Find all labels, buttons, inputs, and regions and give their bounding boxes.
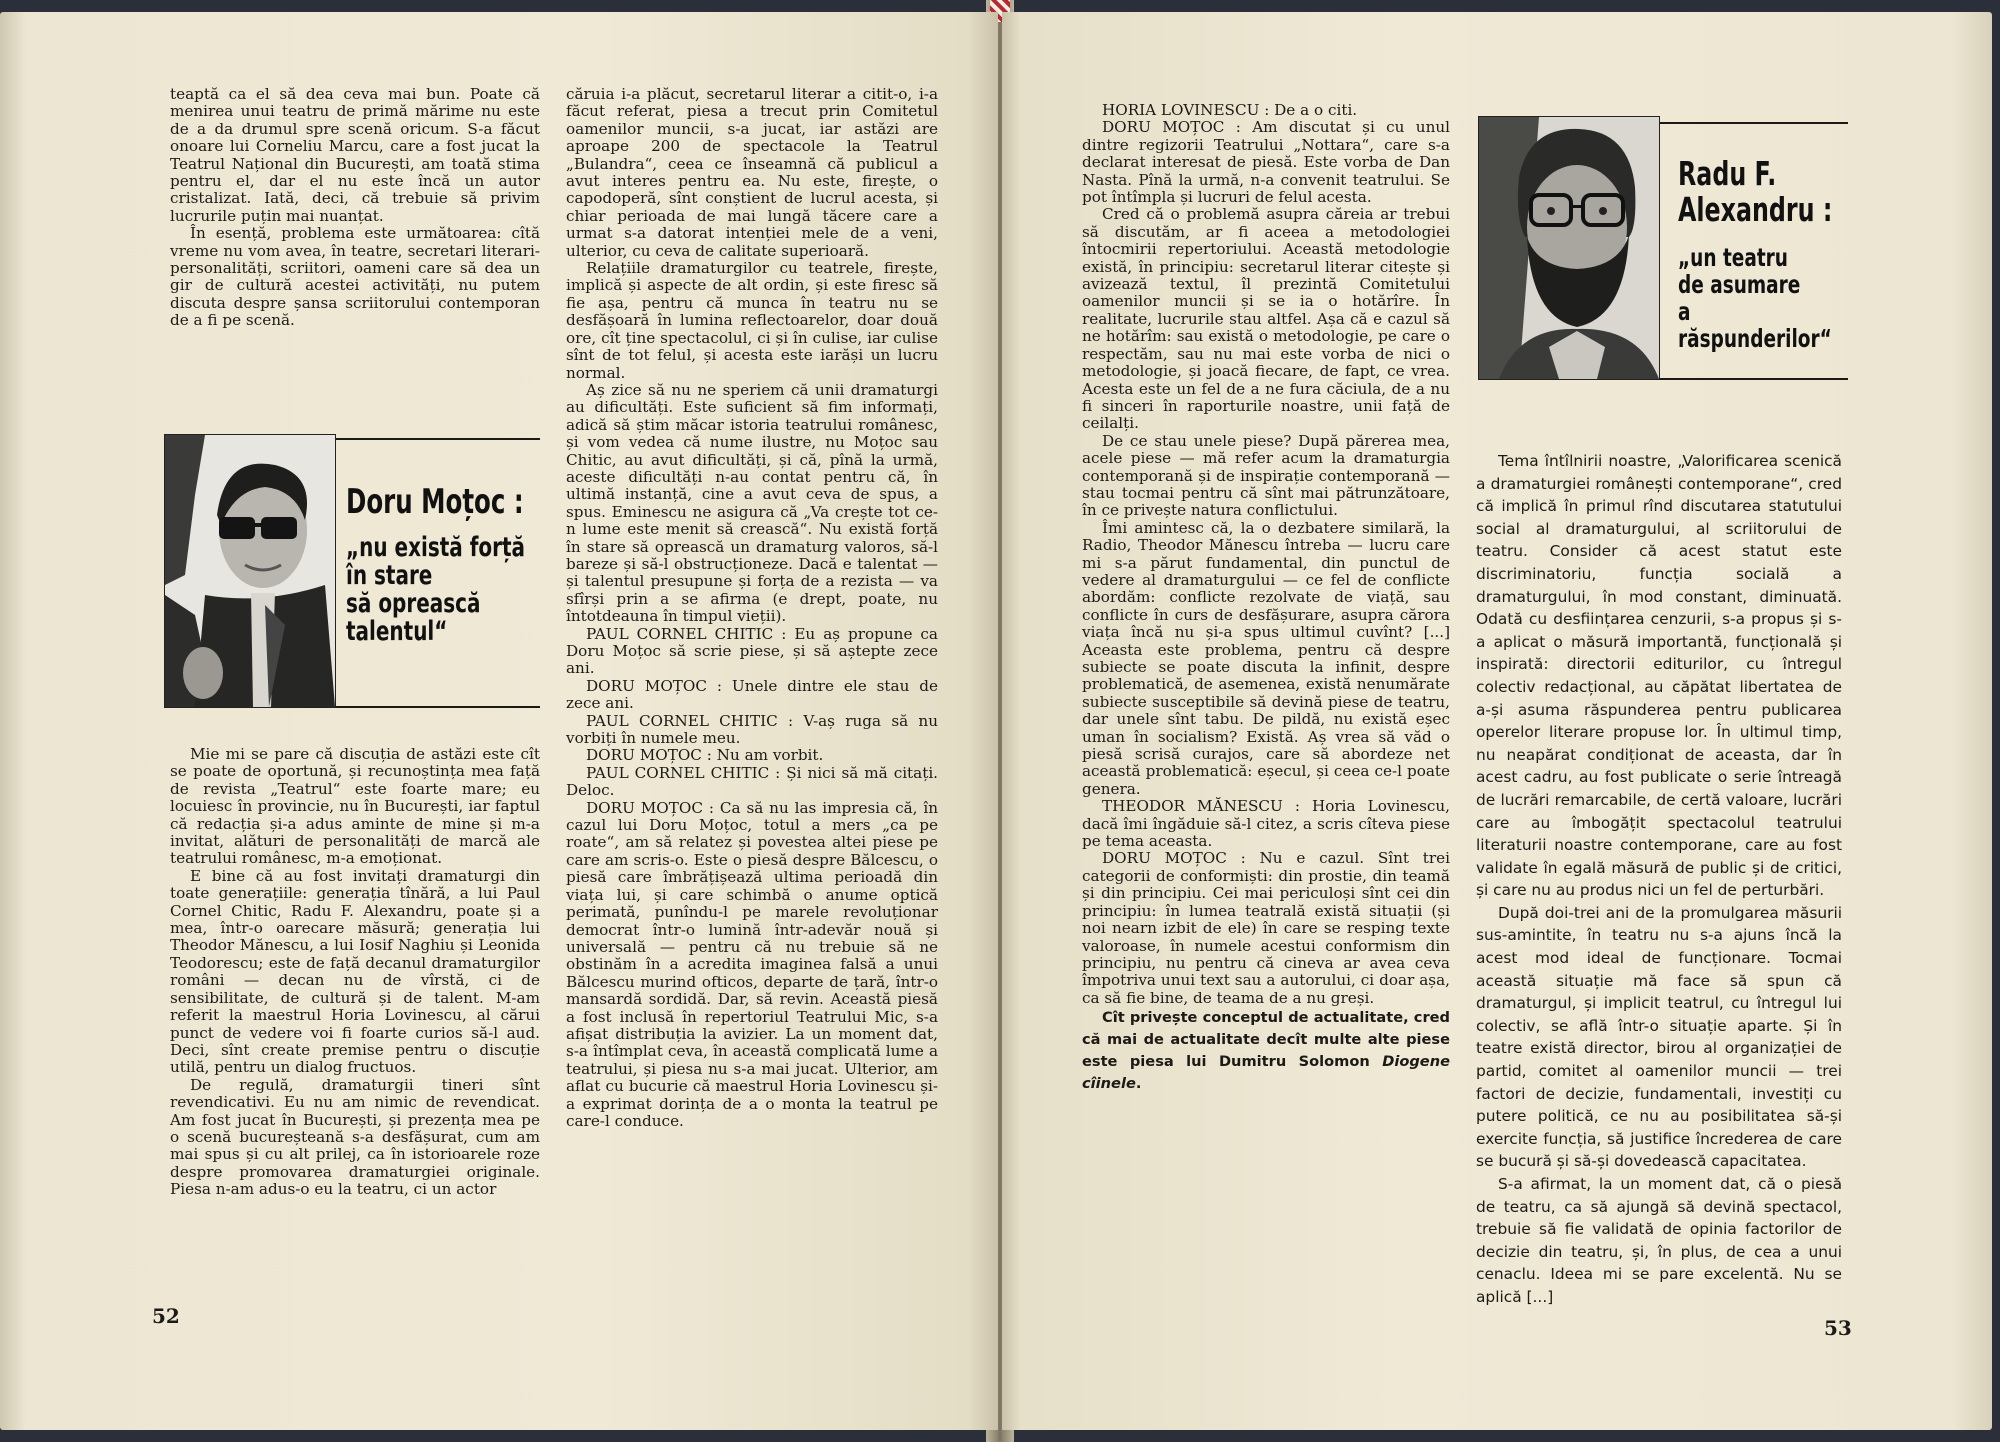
quote-line: în stare	[346, 560, 433, 591]
quote-line: răspunderilor“	[1678, 324, 1832, 353]
column-2	[566, 86, 938, 1130]
portrait-bearded-man-glasses-icon	[1479, 117, 1659, 379]
paragraph: teaptă ca el să dea ceva mai bun. Poate că menirea unui teatru de primă mărime nu este de a da drumul spre scenă oricum. S-a făcut onoare lui Corneliu Marcu, care a fost jucat la Teatrul Național din București, am toată stima pentru el, dar el nu este încă un autor cristalizat. Iată, deci, că trebuie să privim lucrurile puțin mai nuanțat.	[170, 85, 540, 225]
paragraph: E bine că au fost invitați dramaturgi din toate generațiile: generația tînără, a lui Paul Cornel Chitic, Radu F. Alexandru, poate și a mea, într-o oarecare măsură; generația lui Theodor Mănescu, a lui Iosif Naghiu și Leonida Teodorescu; este de față decanul dramaturgilor români — decan nu de vîrstă, ci de sensibilitate, de cultură și de talent. M-am referit la maestrul Horia Lovinescu, al cărui punct de vedere voi fi foarte curios să-l aud. Deci, sînt create premise pentru o discuție utilă, pentru un dialog fructuos.	[170, 866, 540, 1077]
left-page	[0, 12, 998, 1430]
quote-line: „nu există forță	[346, 532, 526, 563]
speaker-name	[1678, 156, 1832, 228]
column-3	[1082, 102, 1450, 1095]
paragraph: Tema întîlnirii noastre, „Valorificarea scenică a dramaturgiei românești contemporane“, cred că implică în primul rînd discutarea statutului social al dramaturgului, al scriitorului de teatru. Consider că acest statut este discriminatoriu, funcția socială a dramaturgului, în mod constant, diminuată. Odată cu desființarea cenzurii, s-a propus și s-a aplicat o măsură importantă, funcțională și inspirată: directorii editurilor, cu întregul colectiv redacțional, au căpătat libertatea de a-și asuma răspunderea pentru publicarea operelor literare propuse lor. În ultimul timp, nu neapărat condiționat de aceasta, dar în acest cadru, au fost publicate o serie întreagă de lucrări remarcabile, de certă valoare, lucrări care au îmbogățit spectacolul teatrului literaturii noastre contemporane, care au fost validate în egală măsură de public și de critici, și care nu au produs nici un fel de perturbări.	[1476, 452, 1842, 900]
dialogue-line: HORIA LOVINESCU : De a o citi.	[1102, 101, 1358, 119]
paragraph: Relațiile dramaturgilor cu teatrele, firește, implică și aspecte de alt ordin, și este firesc să fie așa, pentru că munca în teatru nu se desfășoară în lumina reflectoarelor, doar două ore, cît ține spectacolul, ci și în culise, iar culise sînt de tot felul, și acesta este iarăși un lucru normal.	[566, 259, 938, 382]
headline-quote	[346, 534, 525, 646]
paragraph: S-a afirmat, la un moment dat, că o piesă de teatru, ca să ajungă să devină spectacol, trebuie să fie validată de opinia factorilor de decizie din teatru, și, în plus, de cea a unui cenaclu. Ideea mi se pare excelentă. Nu se aplică [...]	[1476, 1175, 1842, 1306]
column-1-top	[170, 86, 540, 330]
quote-line: a	[1678, 297, 1691, 326]
page-number: 53	[1824, 1316, 1852, 1340]
profile-box-doru-motoc	[160, 422, 540, 712]
paragraph: căruia i-a plăcut, secretarul literar a citit-o, i-a făcut referat, piesa a trecut prin Comitetul oamenilor muncii, s-a jucat, iar astăzi are aproape 200 de spectacole la Teatrul „Bulandra“, ceea ce înseamnă că publicul a avut interes pentru ea. Nu este, firește, o capodoperă, sînt conștient de lucrul acesta, și chiar perioada de mai lungă tăcere care a urmat s-a datorat intenției mele de a veni, ulterior, cu ceva de calitate superioară.	[566, 85, 938, 260]
speaker-name-line: Alexandru :	[1678, 190, 1833, 229]
dialogue-line: DORU MOȚOC : Nu am vorbit.	[586, 746, 824, 765]
rule-bottom	[332, 706, 540, 708]
dialogue-line: DORU MOȚOC : Ca să nu las impresia că, în cazul lui Doru Moțoc, totul a mers „ca pe roate“, am să relatez și povestea altei piese pe care am scris-o. Este o piesă despre Bălcescu, o piesă care îmbrățișează ultima perioadă din viața lui, și care schimbă o anume optică perimată, punîndu-l pe marele revoluționar democrat într-o lumină într-adevăr nouă și universală — pentru că nu trebuie să ne obstinăm în a acredita imaginea falsă a unui Bălcescu murind ofticos, departe de țară, într-o mansardă sordidă. Dar, să revin. Această piesă a fost inclusă în repertoriul Teatrului Mic, s-a afișat distribuția la avizier. La un moment dat, s-a întîmplat ceva, în această complicată lume a teatrului, și piesa nu s-a mai jucat. Ulterior, am aflat cu bucurie că maestrul Horia Lovinescu și-a exprimat dorința de a o monta la teatrul pe care-l conduce.	[566, 798, 938, 1130]
speaker-name-line: Radu F.	[1678, 154, 1777, 193]
paragraph: În esență, problema este următoarea: cîtă vreme nu vom avea, în teatre, secretari literari-personalități, scriitori, oameni care să dea un gir de cultură acestei activități, nu putem discuta despre șansa scriitorului contemporan de a fi pe scenă.	[170, 224, 540, 330]
column-4	[1476, 450, 1842, 1309]
dialogue-line: PAUL CORNEL CHITIC : V-aș ruga să nu vorbiți în numele meu.	[566, 711, 938, 748]
paragraph: Aș zice să nu ne speriem că unii dramaturgi au dificultăți. Este suficient să fim informați, adică să știm măcar istoria teatrului românesc, și vom vedea că nume ilustre, nu Moțoc sau Chitic, au avut dificultăți, și că, pînă la urmă, aceste dificultăți n-au contat pentru că, în ultimă instanță, cine a avut ceva de spus, a spus. Eminescu ne asigura că „Va crește tot ce-n lume este menit să crească“. Nu există forță în stare să oprească un dramaturg valoros, să-l bareze și să-l obstrucționeze. Dacă e talentat — și talentul presupune și forța de a rezista — va sfîrși prin a se afirma (e drept, poate, nu întotdeauna în timpul vieții).	[566, 380, 938, 626]
speaker-name: Doru Moțoc :	[346, 482, 524, 522]
dialogue-line: DORU MOȚOC : Nu e cazul. Sînt trei categorii de conformiști: din prostie, din teamă și din principiu. Cei mai periculoși sînt cei din principiu: în lumea teatrală există situații (și noi nearn izbit de ele) în care se resping texte valoroase, în numele acestui conformism din principiu, nu pentru că cineva ar avea ceva împotriva unui text sau a autorului, ci doar așa, ca să fie bine, de teama de a nu greși.	[1082, 849, 1450, 1007]
portrait-photo	[164, 434, 336, 708]
bold-paragraph: Cît privește conceptul de actualitate, cred că mai de actualitate decît multe alte piese este piesa lui Dumitru Solomon Diogene cîinele.	[1082, 1009, 1450, 1093]
paragraph: Mie mi se pare că discuția de astăzi este cît se poate de oportună, și recunoștința mea față de revista „Teatrul“ este foarte mare; eu locuiesc în provincie, nu în București, iar faptul că redacția și-a adus aminte de mine și m-a invitat, alături de personalități de marcă ale teatrului românesc, m-a emoționat.	[170, 745, 540, 868]
dialogue-line: THEODOR MĂNESCU : Horia Lovinescu, dacă îmi îngăduie să-l citez, a scris cîteva piese pe tema aceasta.	[1082, 797, 1450, 851]
dialogue-line: DORU MOȚOC : Unele dintre ele stau de zece ani.	[566, 676, 938, 713]
column-1-bottom	[170, 746, 540, 1199]
quote-line: de asumare	[1678, 270, 1801, 299]
quote-line: să oprească	[346, 588, 481, 619]
quote-line: talentul“	[346, 616, 448, 647]
portrait-man-dark-glasses-icon	[165, 435, 335, 707]
profile-box-radu-alexandru	[1472, 102, 1852, 392]
page-number: 52	[152, 1304, 180, 1328]
right-page	[1002, 12, 1992, 1430]
portrait-photo	[1478, 116, 1660, 380]
rule-top	[334, 438, 540, 440]
paragraph: De ce stau unele piese? După părerea mea, acele piese — mă refer acum la dramaturgia contemporană și de inspirație contemporană — stau tocmai pentru că sînt mai pătrunzătoare, în ce privește natura conflictului.	[1082, 431, 1450, 520]
dialogue-line: DORU MOȚOC : Am discutat și cu unul dintre regizorii Teatrului „Nottara“, care s-a declarat interesat de piesă. Este vorba de Dan Nasta. Pînă la urmă, n-a convenit teatrului. Se pot întîmpla și lucruri de felul acesta.	[1082, 118, 1450, 207]
paragraph: După doi-trei ani de la promulgarea măsurii sus-amintite, în teatru nu s-a ajuns încă la acest mod ideal de funcționare. Tocmai această situație mă face să spun că dramaturgul, și implicit teatrul, cu întregul lui colectiv, se află într-o situație aparte. Și în teatre există director, birou al organizației de partid, comitet al oamenilor muncii — trei factori de decizie, fundamentali, investiți cu putere politică, ce nu au posibilitatea să-și exercite funcția, să justifice încrederea de care se bucură și să-și dovedească capacitatea.	[1476, 903, 1842, 1171]
quote-line: „un teatru	[1678, 243, 1788, 272]
rule-bottom	[1658, 378, 1848, 380]
paragraph: Cred că o problemă asupra căreia ar trebui să discutăm, ar fi aceea a metodologiei întocmirii repertoriului. Această metodologie există, în principiu: secretarul literar citește și avizează textul, îl prezintă Comitetului oamenilor muncii și se ia o hotărîre. În realitate, lucrurile stau altfel. Așa că e cazul să ne hotărîm: sau există o metodologie, pe care o respectăm, sau nu mai este vorba de nici o metodologie, și joacă fiecare, de fapt, ce vrea. Acesta este un fel de a ne fura căciula, de a nu fi sinceri în raporturile noastre, unii față de ceilalți.	[1082, 205, 1450, 433]
play-title: Diogene cîinele	[1082, 1053, 1450, 1093]
rule-top	[1658, 122, 1848, 124]
dialogue-line: PAUL CORNEL CHITIC : Eu aș propune ca Doru Moțoc să scrie piese, și să aștepte zece ani.	[566, 624, 938, 678]
headline-quote	[1678, 244, 1832, 352]
dialogue-line: PAUL CORNEL CHITIC : Și nici să mă citați. Deloc.	[566, 763, 938, 800]
paragraph: Îmi amintesc că, la o dezbatere similară, la Radio, Theodor Mănescu întreba — lucru care mi s-a părut fundamental, din punctul de vedere al dramaturgului — ce fel de conflicte abordăm: conflicte rezolvate de viață, sau conflicte în curs de desfășurare, asupra cărora viața încă nu și-a spus ultimul cuvînt? [...] Aceasta este problema, pentru că despre subiecte se poate discuta la infinit, despre problematică, de asemenea, există nenumărate subiecte susceptibile să devină piese de teatru, dar unele sînt tabu. De pildă, nu există eșec uman în socialism? Există. Aș vrea să văd o piesă scrisă curajos, care să abordeze net această problematică: eșecul, și ceea ce-l poate genera.	[1082, 518, 1450, 798]
paragraph: De regulă, dramaturgii tineri sînt revendicativi. Eu nu am nimic de revendicat. Am fost jucat în București, și prezența mea pe o scenă bucureșteană s-a desfășurat, cum am mai spus și cu alt prilej, ca în istorioarele roze despre promovarea dramaturgiei originale. Piesa n-am adus-o eu la teatru, ci un actor	[170, 1075, 540, 1199]
